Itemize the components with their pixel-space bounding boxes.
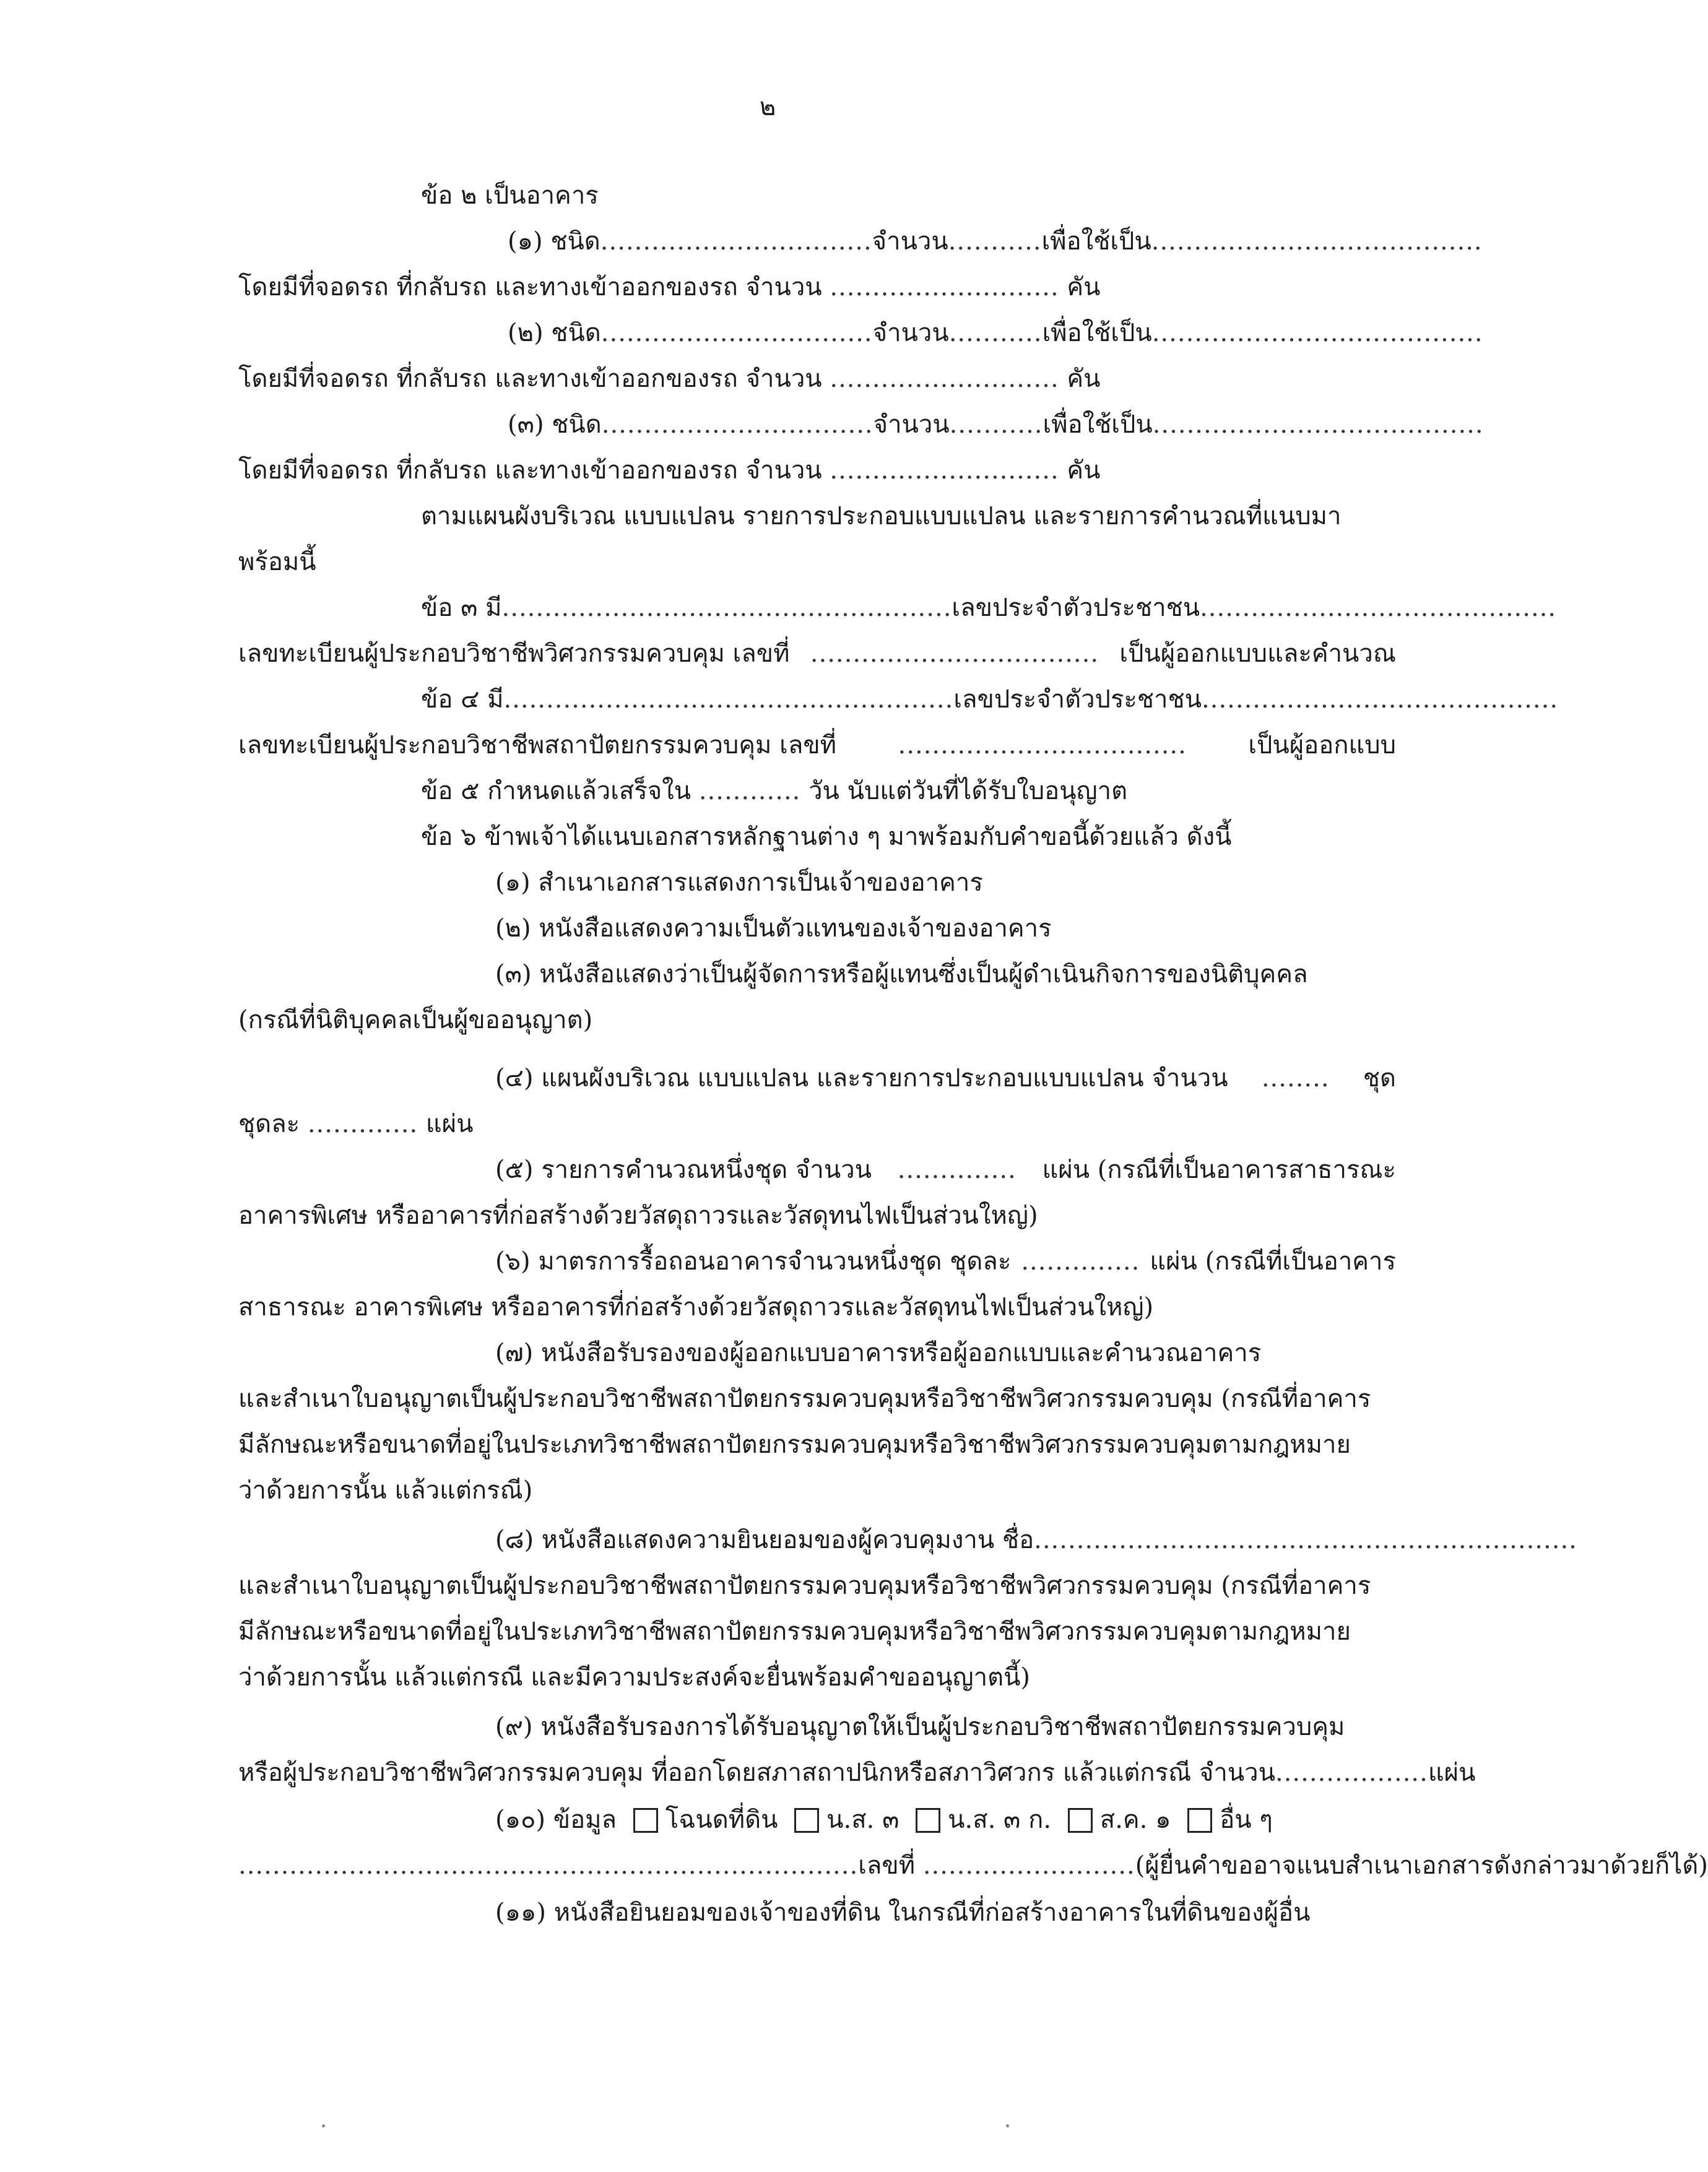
doc4-line2 <box>238 1107 1396 1141</box>
clause3-id-field[interactable]: .......................................... <box>1200 594 1557 622</box>
item1-count-field[interactable]: ........... <box>948 227 1042 256</box>
doc6-text: (๖) มาตรการรื้อถอนอาคารจำนวนหนึ่งชุด ชุดละ <box>495 1247 1012 1276</box>
clause3-id-label: เลขประจำตัวประชาชน <box>952 594 1200 622</box>
clause5-text-after: วัน นับแต่วันที่ได้รับใบอนุญาต <box>808 777 1128 805</box>
doc10-no-field[interactable]: ......................... <box>922 1851 1135 1880</box>
doc4-sheets-unit: แผ่น <box>425 1110 474 1138</box>
doc6-field[interactable]: .............. <box>1021 1247 1140 1276</box>
clause4-name-field[interactable]: ..................................................... <box>503 685 954 714</box>
doc4-sets-field[interactable]: ........ <box>1261 1064 1330 1092</box>
doc10-other-field[interactable]: ......................................................................... <box>238 1851 859 1880</box>
item3-type-field[interactable]: ................................ <box>601 410 874 439</box>
clause2-item3-row <box>508 407 1484 442</box>
doc9-line1: (๙) หนังสือรับรองการได้รับอนุญาตให้เป็นผู้ประกอบวิชาชีพสถาปัตยกรรมควบคุม <box>495 1713 1345 1741</box>
clause3-name-field[interactable]: ..................................................... <box>501 594 952 622</box>
item1-parking-text: โดยมีที่จอดรถ ที่กลับรถ และทางเข้าออกของรถ จำนวน <box>238 273 822 301</box>
doc9-unit: แผ่น <box>1428 1759 1476 1787</box>
item2-count-label: จำนวน <box>872 319 949 347</box>
doc9-line2-row <box>238 1755 1476 1790</box>
clause2-item2-row <box>508 316 1483 350</box>
doc3-line2: (กรณีที่นิติบุคคลเป็นผู้ขออนุญาต) <box>238 1006 593 1034</box>
clause3-row <box>421 591 1557 625</box>
clause6-heading: ข้อ ๖ ข้าพเจ้าได้แนบเอกสารหลักฐานต่าง ๆ มาพร้อมกับคำขอนี้ด้วยแล้ว ดังนี้ <box>421 823 1232 851</box>
doc8-field[interactable]: ................................................................ <box>1034 1526 1577 1554</box>
doc8-line4: ว่าด้วยการนั้น แล้วแต่กรณี และมีความประสงค์จะยื่นพร้อมคำขออนุญาตนี้) <box>238 1663 1031 1692</box>
item2-type-field[interactable]: ................................ <box>600 319 873 347</box>
doc9-field[interactable]: .................. <box>1275 1759 1428 1787</box>
item2-type-label: (๒) ชนิด <box>508 319 601 347</box>
doc8-row <box>495 1523 1577 1557</box>
doc6-after: แผ่น (กรณีที่เป็นอาคาร <box>1150 1247 1396 1276</box>
checkbox-ns3k[interactable] <box>916 1808 940 1833</box>
doc7-line3: มีลักษณะหรือขนาดที่อยู่ในประเภทวิชาชีพสถาปัตยกรรมควบคุมหรือวิชาชีพวิศวกรรมควบคุมตามกฎหมาย <box>238 1430 1351 1459</box>
item3-count-label: จำนวน <box>873 410 950 439</box>
option-other: อื่น ๆ <box>1220 1806 1273 1834</box>
clause2-item1-parking <box>238 270 1396 305</box>
clause4-id-field[interactable]: .......................................... <box>1202 685 1559 714</box>
option-title-deed: โฉนดที่ดิน <box>665 1806 778 1834</box>
clause3-role-text: เป็นผู้ออกแบบและคำนวณ <box>1119 639 1396 668</box>
doc1-item: (๑) สำเนาเอกสารแสดงการเป็นเจ้าของอาคาร <box>495 868 983 897</box>
doc5-after: แผ่น (กรณีที่เป็นอาคารสาธารณะ <box>1042 1156 1396 1184</box>
item1-count-label: จำนวน <box>872 227 948 256</box>
item1-type-label: (๑) ชนิด <box>508 227 600 256</box>
item2-use-label: เพื่อใช้เป็น <box>1042 319 1152 347</box>
item1-use-field[interactable]: ....................................... <box>1151 227 1483 256</box>
checkbox-title-deed[interactable] <box>633 1808 658 1833</box>
doc3-line1: (๓) หนังสือแสดงว่าเป็นผู้จัดการหรือผู้แทนซึ่งเป็นผู้ดำเนินกิจการของนิติบุคคล <box>495 960 1308 989</box>
item1-parking-unit: คัน <box>1067 273 1101 301</box>
item3-parking-text: โดยมีที่จอดรถ ที่กลับรถ และทางเข้าออกของรถ จำนวน <box>238 456 822 485</box>
doc10-no-label: เลขที่ <box>858 1851 916 1880</box>
checkbox-ns3[interactable] <box>794 1808 819 1833</box>
option-sk1: ส.ค. ๑ <box>1099 1806 1171 1834</box>
doc7-line2: และสำเนาใบอนุญาตเป็นผู้ประกอบวิชาชีพสถาปัตยกรรมควบคุมหรือวิชาชีพวิศวกรรมควบคุม (กรณีที่อาคาร <box>238 1385 1371 1413</box>
doc10-row <box>495 1802 1396 1837</box>
scan-speck <box>1006 2124 1009 2127</box>
checkbox-other[interactable] <box>1187 1808 1212 1833</box>
doc5-text: (๕) รายการคำนวณหนึ่งชุด จำนวน <box>495 1156 872 1184</box>
clause5-row <box>421 774 1396 808</box>
doc2-item: (๒) หนังสือแสดงความเป็นตัวแทนของเจ้าของอาคาร <box>495 914 1052 943</box>
clause4-reg-field[interactable]: .................................. <box>898 731 1187 759</box>
doc7-line1: (๗) หนังสือรับรองของผู้ออกแบบอาคารหรือผู้ออกแบบและคำนวณอาคาร <box>495 1339 1262 1367</box>
item2-parking-text: โดยมีที่จอดรถ ที่กลับรถ และทางเข้าออกของรถ จำนวน <box>238 365 822 393</box>
item1-use-label: เพื่อใช้เป็น <box>1041 227 1151 256</box>
clause5-days-field[interactable]: ............ <box>698 777 801 805</box>
doc5-field[interactable]: .............. <box>897 1156 1017 1184</box>
option-ns3: น.ส. ๓ <box>826 1806 900 1834</box>
option-ns3k: น.ส. ๓ ก. <box>948 1806 1052 1834</box>
clause3-reg-text: เลขทะเบียนผู้ประกอบวิชาชีพวิศวกรรมควบคุม เลขที่ <box>238 639 790 668</box>
item3-parking-field[interactable]: ........................... <box>830 456 1059 485</box>
item2-parking-field[interactable]: ........................... <box>830 365 1059 393</box>
doc8-line3: มีลักษณะหรือขนาดที่อยู่ในประเภทวิชาชีพสถาปัตยกรรมควบคุมหรือวิชาชีพวิศวกรรมควบคุมตามกฎหมาย <box>238 1617 1351 1646</box>
doc7-line4: ว่าด้วยการนั้น แล้วแต่กรณี) <box>238 1476 533 1505</box>
plan-text-line2: พร้อมนี้ <box>238 548 316 576</box>
doc5-row <box>495 1153 1396 1187</box>
doc9-line2: หรือผู้ประกอบวิชาชีพวิศวกรรมควบคุม ที่ออกโดยสภาสถาปนิกหรือสภาวิศวกร แล้วแต่กรณี จำนวน <box>238 1759 1275 1787</box>
clause3-label: ข้อ ๓ มี <box>421 594 502 622</box>
doc6-row <box>495 1244 1396 1279</box>
item3-use-label: เพื่อใช้เป็น <box>1043 410 1153 439</box>
doc4-sheets-field[interactable]: ............. <box>307 1110 418 1138</box>
doc10-label: (๑๐) ข้อมูล <box>495 1806 617 1834</box>
item3-parking-unit: คัน <box>1067 456 1101 485</box>
item2-parking-unit: คัน <box>1067 365 1101 393</box>
clause4-role-text: เป็นผู้ออกแบบ <box>1248 731 1396 759</box>
doc4-text: (๔) แผนผังบริเวณ แบบแปลน และรายการประกอบแบบแปลน จำนวน <box>495 1064 1228 1092</box>
clause4-reg-text: เลขทะเบียนผู้ประกอบวิชาชีพสถาปัตยกรรมควบคุม เลขที่ <box>238 731 837 759</box>
clause4-reg-row <box>238 728 1396 763</box>
clause4-row <box>421 682 1559 717</box>
clause3-reg-row <box>238 636 1396 671</box>
item2-use-field[interactable]: ....................................... <box>1151 319 1483 347</box>
item3-use-field[interactable]: ....................................... <box>1152 410 1484 439</box>
item3-type-label: (๓) ชนิด <box>508 410 602 439</box>
doc8-text: (๘) หนังสือแสดงความยินยอมของผู้ควบคุมงาน ชื่อ <box>495 1526 1034 1554</box>
doc5-line2: อาคารพิเศษ หรืออาคารที่ก่อสร้างด้วยวัสดุถาวรและวัสดุทนไฟเป็นส่วนใหญ่) <box>238 1201 1038 1230</box>
clause2-item1-row <box>508 224 1483 259</box>
scan-speck <box>322 2124 325 2127</box>
doc4-sets-unit: ชุด <box>1363 1064 1396 1092</box>
doc8-line2: และสำเนาใบอนุญาตเป็นผู้ประกอบวิชาชีพสถาปัตยกรรมควบคุมหรือวิชาชีพวิศวกรรมควบคุม (กรณีที่อาคาร <box>238 1572 1371 1600</box>
doc6-line2: สาธารณะ อาคารพิเศษ หรืออาคารที่ก่อสร้างด้วยวัสดุถาวรและวัสดุทนไฟเป็นส่วนใหญ่) <box>238 1293 1154 1322</box>
clause2-item2-parking <box>238 361 1396 396</box>
doc10-line2 <box>238 1848 1708 1883</box>
doc10-note: (ผู้ยื่นคำขออาจแนบสำเนาเอกสารดังกล่าวมาด้วยก็ได้) <box>1135 1851 1708 1880</box>
doc11-item: (๑๑) หนังสือยินยอมของเจ้าของที่ดิน ในกรณีที่ก่อสร้างอาคารในที่ดินของผู้อื่น <box>495 1898 1311 1927</box>
item1-parking-field[interactable]: ........................... <box>830 273 1059 301</box>
clause3-reg-field[interactable]: .................................. <box>810 639 1099 668</box>
item3-count-field[interactable]: ........... <box>949 410 1043 439</box>
clause4-label: ข้อ ๔ มี <box>421 685 504 714</box>
clause2-item3-parking <box>238 453 1396 488</box>
plan-text-line1: ตามแผนผังบริเวณ แบบแปลน รายการประกอบแบบแปลน และรายการคำนวณที่แนบมา <box>421 502 1342 530</box>
clause4-id-label: เลขประจำตัวประชาชน <box>953 685 1202 714</box>
doc4-row <box>495 1061 1396 1096</box>
checkbox-sk1[interactable] <box>1068 1808 1093 1833</box>
page-number: ๒ <box>759 93 776 121</box>
clause5-text-before: ข้อ ๕ กำหนดแล้วเสร็จใน <box>421 777 691 805</box>
item2-count-field[interactable]: ........... <box>948 319 1043 347</box>
doc4-line2-prefix: ชุดละ <box>238 1110 300 1138</box>
clause2-heading: ข้อ ๒ เป็นอาคาร <box>421 181 599 210</box>
item1-type-field[interactable]: ................................ <box>600 227 872 256</box>
